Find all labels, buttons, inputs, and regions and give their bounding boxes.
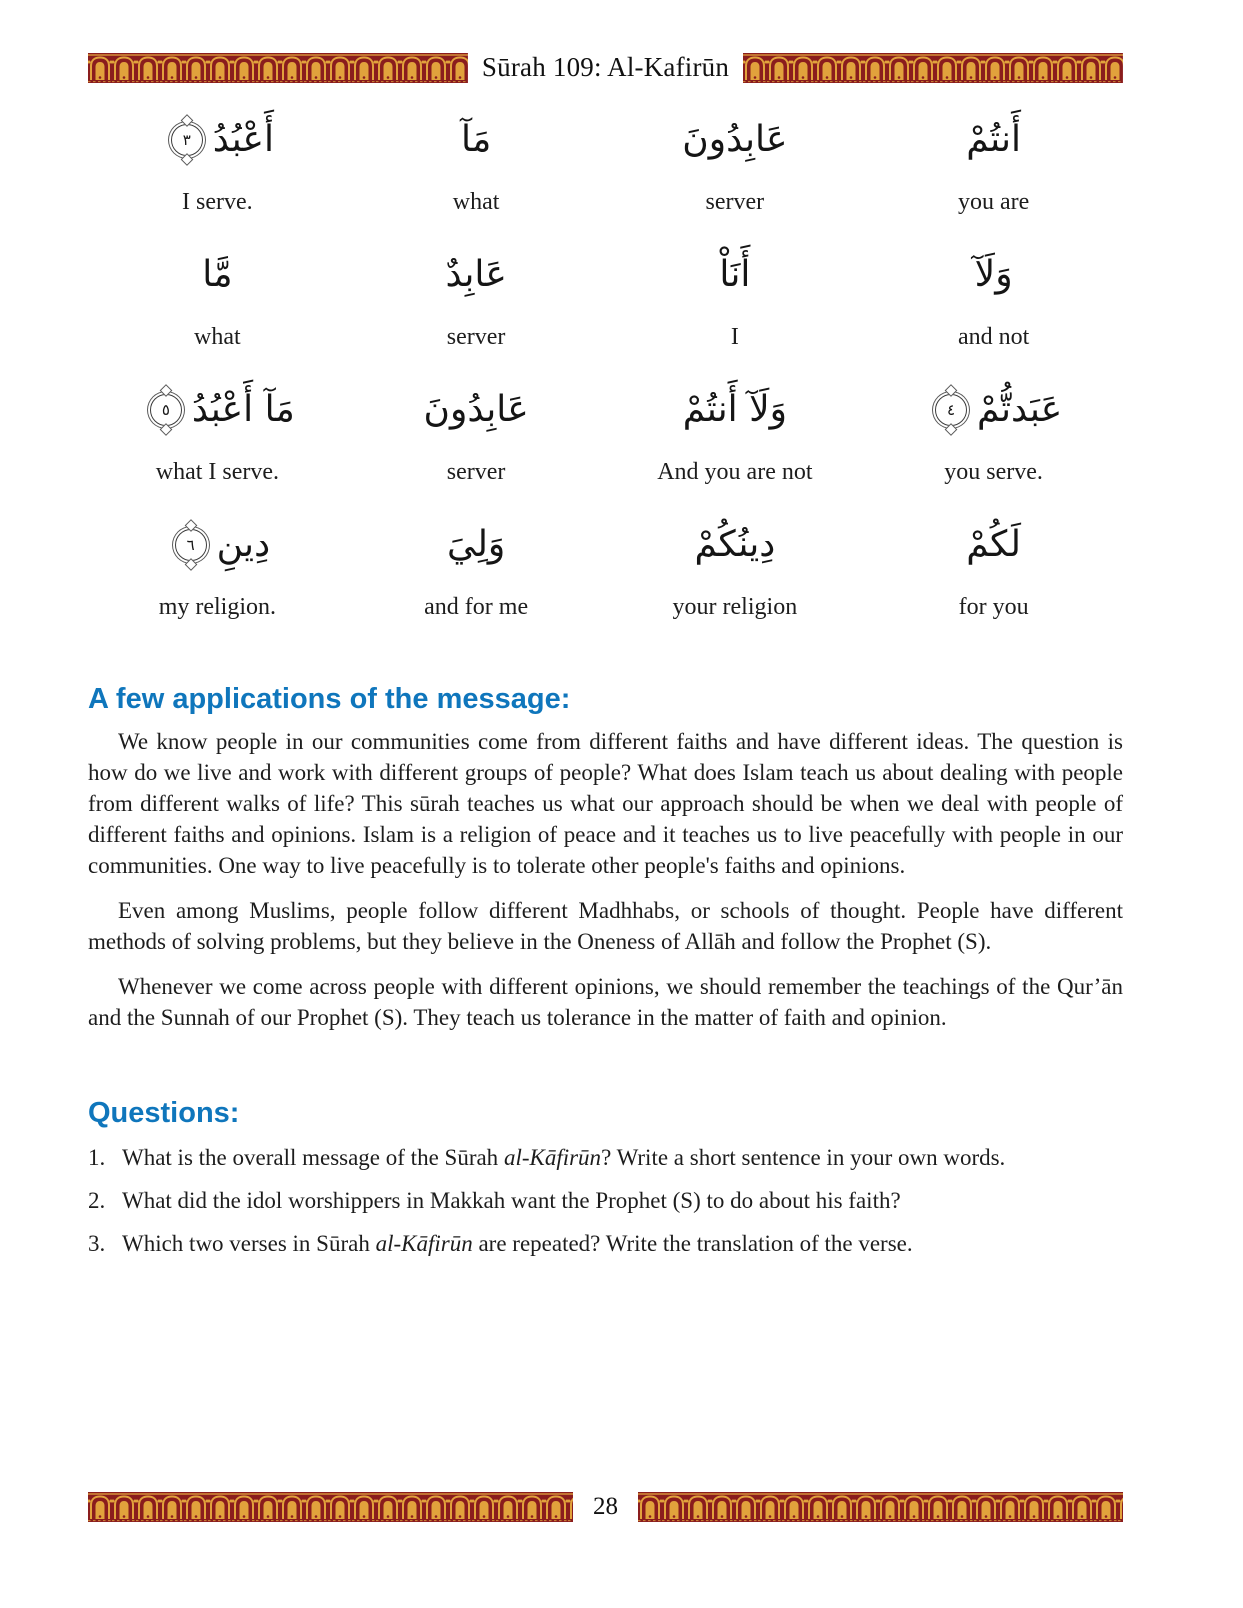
- translation-label: what: [452, 189, 500, 215]
- word-cell: [88, 228, 347, 351]
- word-cell: [88, 363, 347, 486]
- arabic-text: دِينِ: [216, 524, 271, 565]
- ayah-end-marker: [150, 394, 182, 426]
- page-footer: [88, 1492, 1123, 1522]
- question-item-3: [88, 1229, 1123, 1259]
- ayah-number: ٥: [161, 400, 170, 419]
- question-text-pre: Which two verses in Sūrah: [122, 1231, 376, 1256]
- page-number: 28: [593, 1493, 618, 1520]
- arabic-text: دِينُكُمْ: [694, 524, 776, 565]
- arabic-word: [88, 363, 347, 457]
- grid-row: [88, 93, 1123, 216]
- translation-label: I serve.: [182, 189, 253, 215]
- word-cell: [606, 498, 865, 621]
- arabic-text: أَعْبُدُ: [212, 119, 274, 160]
- word-cell: [347, 93, 606, 216]
- arabic-word: [864, 228, 1123, 322]
- word-cell: [864, 228, 1123, 351]
- ornamental-border-right: [743, 53, 1123, 83]
- arabic-text: عَبَدتُّمْ: [977, 389, 1063, 430]
- question-text: [122, 1229, 913, 1259]
- translation-label: you are: [957, 189, 1030, 215]
- questions-list: [88, 1143, 1123, 1259]
- arabic-word: [347, 498, 606, 592]
- word-cell: [347, 228, 606, 351]
- arabic-word: [88, 228, 347, 322]
- arabic-text: أَنتُمْ: [966, 119, 1022, 160]
- ayah-number: ٤: [946, 400, 956, 419]
- ornamental-border-left: [88, 1492, 573, 1522]
- arabic-word: [606, 93, 865, 187]
- arabic-text: لَكُمْ: [966, 524, 1022, 565]
- ayah-end-marker: [935, 394, 967, 426]
- word-cell: [864, 498, 1123, 621]
- word-cell: [606, 228, 865, 351]
- ayah-end-marker: [171, 124, 203, 156]
- page-content: [88, 0, 1123, 1259]
- arabic-text: وَلَآ: [974, 254, 1013, 295]
- arabic-word: [864, 498, 1123, 592]
- arabic-word: [864, 93, 1123, 187]
- translation-label: you serve.: [944, 459, 1043, 485]
- arabic-word: [347, 363, 606, 457]
- translation-label: server: [446, 459, 506, 485]
- arabic-text: وَلَآ أَنتُمْ: [682, 389, 787, 430]
- grid-row: [88, 498, 1123, 621]
- question-text: [122, 1186, 901, 1216]
- question-number: 2.: [88, 1188, 106, 1213]
- word-cell: [606, 93, 865, 216]
- grid-row: [88, 228, 1123, 351]
- applications-paragraph-2: Even among Muslims, people follow different Madhhabs, or schools of thought. People have different methods of solving problems, but they believe in the Oneness of Allāh and follow the Prophet (S).: [88, 898, 1123, 954]
- word-cell: [606, 363, 865, 486]
- translation-label: I: [730, 324, 739, 350]
- word-cell: [88, 498, 347, 621]
- grid-row: [88, 363, 1123, 486]
- arabic-word: [347, 228, 606, 322]
- question-text-pre: What is the overall message of the Sūrah: [122, 1145, 504, 1170]
- word-cell: [347, 498, 606, 621]
- page-title: Sūrah 109: Al-Kafirūn: [481, 52, 730, 82]
- translation-label: your religion: [672, 594, 798, 620]
- questions-heading: Questions:: [88, 1097, 240, 1129]
- applications-paragraph-1: We know people in our communities come from different faiths and have different ideas. The question is how do we live and work with different groups of people? What does Islam teach us about dealing with people from different walks of life? This sūrah teaches us what our approach should be when we deal with people of different faiths and opinions. Islam is a religion of peace and it teaches us to live peacefully with people in our communities. One way to live peacefully is to tolerate other people's faiths and opinions.: [88, 729, 1123, 878]
- arabic-text: عَابِدٌ: [445, 254, 507, 295]
- question-number: 3.: [88, 1231, 106, 1256]
- question-item-1: [88, 1143, 1123, 1173]
- arabic-text: عَابِدُونَ: [423, 389, 529, 430]
- question-text-post: are repeated? Write the translation of the verse.: [472, 1231, 913, 1256]
- arabic-word: [347, 93, 606, 187]
- translation-label: my religion.: [158, 594, 277, 620]
- arabic-text: مَّا: [202, 254, 233, 295]
- translation-label: and for me: [424, 594, 529, 620]
- translation-label: what: [194, 324, 241, 350]
- translation-label: what I serve.: [155, 459, 280, 485]
- arabic-word: [606, 363, 865, 457]
- arabic-text: وَلِيَ: [446, 524, 506, 565]
- question-text-italic: al-Kāfirūn: [375, 1231, 473, 1256]
- arabic-text: مَآ: [461, 119, 492, 160]
- question-text-pre: What did the idol worshippers in Makkah want the Prophet (S) to do about his faith?: [122, 1188, 901, 1213]
- arabic-text: أَنَاْ: [719, 254, 751, 295]
- page-header: [88, 52, 1123, 83]
- arabic-text: مَآ أَعْبُدُ: [191, 389, 295, 430]
- arabic-word: [606, 228, 865, 322]
- word-cell: [864, 363, 1123, 486]
- arabic-word: [88, 498, 347, 592]
- translation-label: server: [446, 324, 506, 350]
- word-cell: [347, 363, 606, 486]
- question-item-2: [88, 1186, 1123, 1216]
- applications-paragraph-3: Whenever we come across people with different opinions, we should remember the teachings of the Qur’ān and the Sunnah of our Prophet (S). They teach us tolerance in the matter of faith and opinion.: [88, 974, 1123, 1030]
- ayah-end-marker: [175, 529, 207, 561]
- word-cell: [864, 93, 1123, 216]
- question-text-post: ? Write a short sentence in your own words.: [601, 1145, 1006, 1170]
- translation-label: And you are not: [657, 459, 813, 485]
- ornamental-border-left: [88, 53, 468, 83]
- ayah-number: ٣: [182, 130, 191, 149]
- ornamental-border-right: [638, 1492, 1123, 1522]
- arabic-word: [88, 93, 347, 187]
- applications-heading: A few applications of the message:: [88, 683, 571, 715]
- word-by-word-grid: [88, 93, 1123, 621]
- arabic-text: عَابِدُونَ: [682, 119, 788, 160]
- translation-label: for you: [958, 594, 1029, 620]
- translation-label: server: [705, 189, 765, 215]
- question-text-italic: al-Kāfirūn: [503, 1145, 602, 1170]
- question-text: [122, 1143, 1005, 1173]
- arabic-word: [606, 498, 865, 592]
- question-number: 1.: [88, 1145, 106, 1170]
- arabic-word: [864, 363, 1123, 457]
- ayah-number: ٦: [186, 535, 195, 554]
- word-cell: [88, 93, 347, 216]
- translation-label: and not: [957, 324, 1030, 350]
